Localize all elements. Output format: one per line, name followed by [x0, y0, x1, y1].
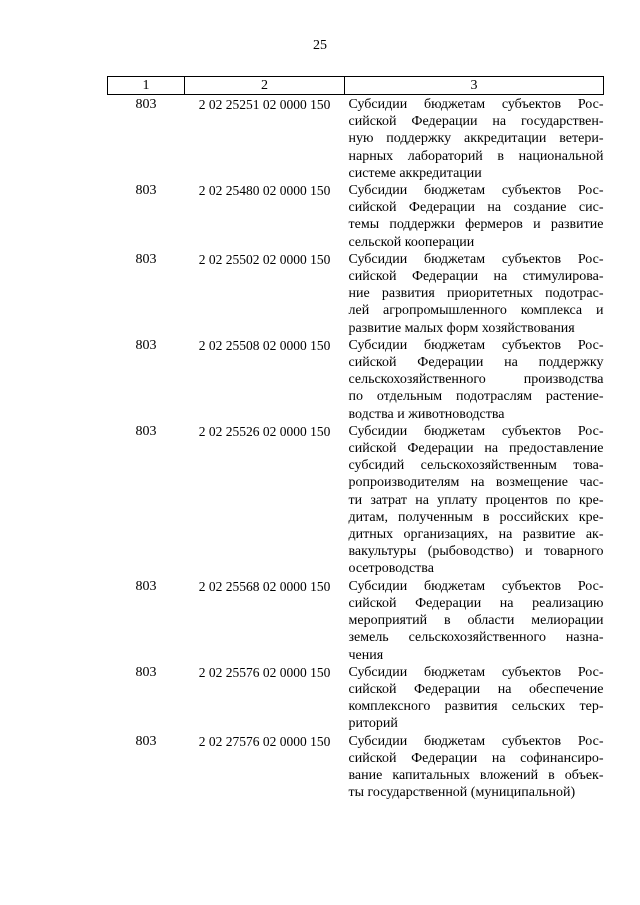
table-row [108, 578, 604, 664]
description-line: ти затрат на уплату процентов по кре- [348, 492, 604, 508]
admin-code-cell: 803 [135, 97, 157, 112]
revenue-description-cell [345, 664, 604, 733]
description-line: Субсидии бюджетам субъектов Рос- [348, 183, 604, 199]
revenue-description-cell [345, 733, 604, 802]
admin-code-cell: 803 [135, 251, 157, 267]
admin-code-cell: 803 [135, 578, 157, 594]
budget-classification-code-cell: 2 02 25568 02 0000 150 [198, 578, 331, 594]
description-line: дитных организациях, на развитие ак- [348, 527, 604, 543]
description-line: развитие малых форм хозяйствования [348, 320, 575, 336]
description-line: вакультуры (рыбоводство) и товарного [348, 544, 604, 560]
description-line: комплексного развития сельских тер- [348, 699, 604, 715]
table-row [108, 337, 604, 423]
description-line: темы поддержки фермеров и развитие [348, 217, 604, 233]
description-line: Субсидии бюджетам субъектов Рос- [348, 733, 604, 749]
table-row [108, 251, 604, 337]
admin-code-cell: 803 [135, 183, 157, 199]
description-line: ние развития приоритетных подотрас- [348, 286, 604, 302]
revenue-description-cell [345, 423, 604, 578]
description-line: ты государственной (муниципальной) [348, 785, 576, 801]
admin-code-cell: 803 [135, 337, 157, 353]
description-line: по отдельным подотраслям растение- [348, 389, 604, 405]
budget-codes-table [107, 76, 604, 801]
description-line: вание капитальных вложений в объек- [348, 767, 604, 783]
description-line: системе аккредитации [348, 165, 482, 181]
description-line: сийской Федерации на стимулирова- [348, 269, 604, 285]
budget-classification-code-cell: 2 02 27576 02 0000 150 [198, 733, 331, 749]
description-line: Субсидии бюджетам субъектов Рос- [348, 664, 604, 680]
description-line: водства и животноводства [348, 406, 505, 422]
admin-code-cell: 803 [135, 733, 157, 749]
description-line: чения [348, 647, 384, 663]
description-line: сийской Федерации на софинансиро- [348, 750, 604, 766]
column-header-1: 1 [108, 77, 185, 95]
table-body [108, 95, 604, 802]
description-line: ропроизводителям на возмещение час- [348, 475, 604, 491]
admin-code-cell: 803 [135, 664, 157, 680]
description-line: сийской Федерации на создание сис- [348, 200, 604, 216]
table-row [108, 95, 604, 183]
table-row [108, 733, 604, 802]
description-line: Субсидии бюджетам субъектов Рос- [348, 251, 604, 267]
description-line: Субсидии бюджетам субъектов Рос- [348, 423, 604, 439]
description-line: Субсидии бюджетам субъектов Рос- [348, 337, 604, 353]
column-header-3: 3 [345, 77, 604, 95]
revenue-description-cell [345, 182, 604, 251]
description-line: сийской Федерации на предоставление [348, 441, 604, 457]
description-line: осетроводства [348, 561, 434, 577]
description-line: сельской кооперации [348, 234, 475, 250]
description-line: сийской Федерации на обеспечение [348, 681, 604, 697]
page-number: 25 [313, 38, 327, 53]
description-line: лей агропромышленного комплекса и [348, 303, 604, 319]
description-line: дитам, полученным в российских кре- [348, 509, 604, 525]
revenue-description-cell [345, 578, 604, 664]
revenue-description-cell [345, 337, 604, 423]
table-row [108, 182, 604, 251]
description-line: мероприятий в области мелиорации [348, 613, 604, 629]
table-header-row [108, 77, 604, 95]
description-line: сийской Федерации на реализацию [348, 595, 604, 611]
admin-code-cell: 803 [135, 423, 157, 439]
column-header-2: 2 [185, 77, 345, 95]
budget-classification-code-cell: 2 02 25502 02 0000 150 [198, 251, 331, 267]
table-row [108, 423, 604, 578]
description-line: сийской Федерации на поддержку [348, 355, 604, 371]
revenue-description-cell [345, 95, 604, 183]
description-line: риторий [348, 716, 398, 732]
budget-classification-code-cell: 2 02 25508 02 0000 150 [198, 337, 331, 353]
budget-classification-code-cell: 2 02 25251 02 0000 150 [198, 97, 331, 112]
table-row [108, 664, 604, 733]
budget-classification-code-cell: 2 02 25480 02 0000 150 [198, 183, 331, 199]
revenue-description-cell [345, 251, 604, 337]
description-line: ную поддержку аккредитации ветери- [348, 131, 604, 147]
budget-classification-code-cell: 2 02 25526 02 0000 150 [198, 423, 331, 439]
description-line: Субсидии бюджетам субъектов Рос- [348, 578, 604, 594]
description-line: нарных лабораторий в национальной [348, 148, 604, 164]
budget-classification-code-cell: 2 02 25576 02 0000 150 [198, 664, 331, 680]
description-line: земель сельскохозяйственного назна- [348, 630, 604, 646]
description-line: сельскохозяйственного производства [348, 372, 604, 388]
description-line: Субсидии бюджетам субъектов Рос- [348, 97, 604, 112]
description-line: субсидий сельскохозяйственным това- [348, 458, 604, 474]
description-line: сийской Федерации на государствен- [348, 114, 604, 130]
